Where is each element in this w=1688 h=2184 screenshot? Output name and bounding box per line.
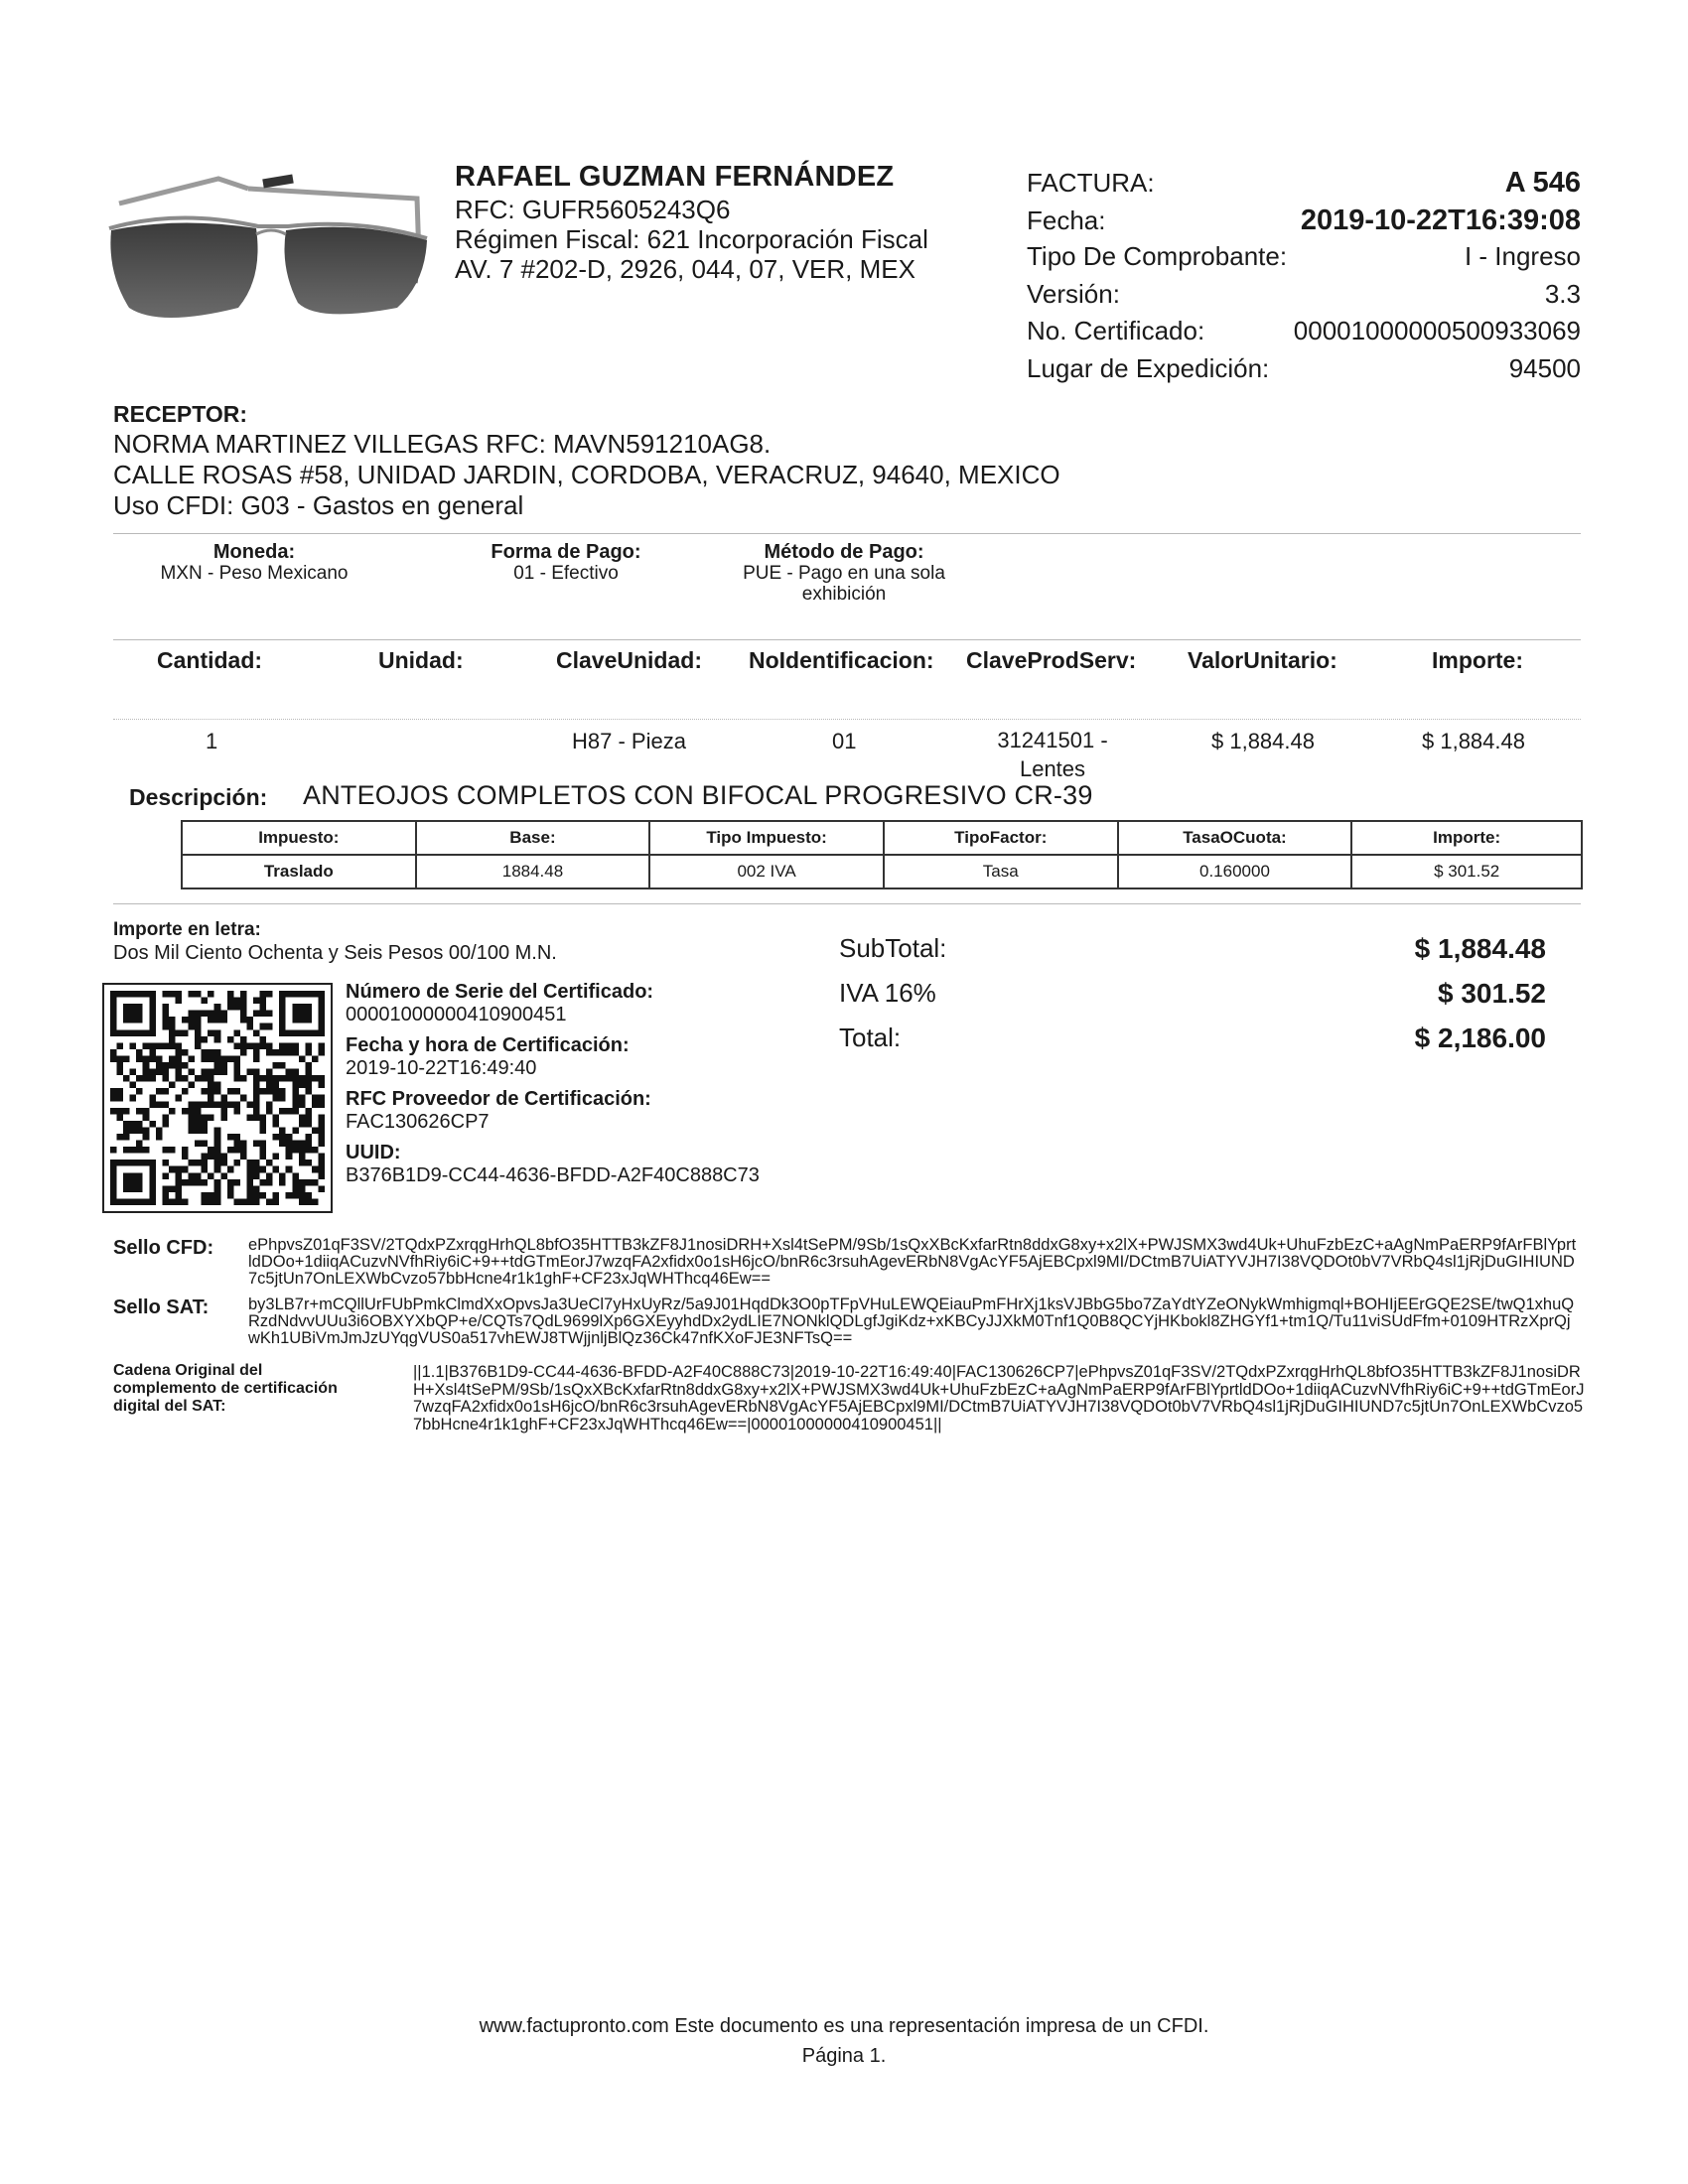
- cadena-label-line: Cadena Original del: [113, 1362, 263, 1379]
- impuestos-cell: $ 301.52: [1351, 855, 1582, 888]
- impuestos-cell: 1884.48: [416, 855, 650, 888]
- receptor-direccion: CALLE ROSAS #58, UNIDAD JARDIN, CORDOBA, VERACRUZ, 94640, MEXICO: [113, 460, 1060, 489]
- page-number: Página 1.: [801, 2045, 887, 2067]
- item-clave-prod-serv: [973, 726, 1132, 783]
- tipo-label: Tipo De Comprobante:: [1027, 241, 1288, 271]
- impuestos-header: TipoFactor:: [884, 821, 1118, 855]
- factura-folio: A 546: [1504, 167, 1581, 199]
- header-valor-unitario: ValorUnitario:: [1188, 647, 1337, 673]
- metodo-pago-label: Método de Pago:: [764, 541, 924, 563]
- metodo-pago-value-2: exhibición: [801, 584, 887, 605]
- impuestos-header: Tipo Impuesto:: [649, 821, 884, 855]
- receptor-block: [113, 399, 1305, 521]
- impuestos-cell: 002 IVA: [649, 855, 884, 888]
- certificado-label: No. Certificado:: [1027, 316, 1205, 345]
- impuestos-table: [181, 820, 1583, 889]
- importe-letra-value: Dos Mil Ciento Ochenta y Seis Pesos 00/100 M.N.: [113, 942, 557, 964]
- sello-sat-label: Sello SAT:: [113, 1297, 210, 1318]
- descripcion-value: ANTEOJOS COMPLETOS CON BIFOCAL PROGRESIVO CR-39: [303, 780, 1093, 810]
- impuestos-cell: 0.160000: [1118, 855, 1352, 888]
- lugar-row: [1027, 353, 1581, 391]
- cadena-original-label: [113, 1362, 391, 1416]
- total-value: $ 2,186.00: [1414, 1023, 1546, 1053]
- sunglasses-logo: [99, 159, 437, 347]
- uuid-label: UUID:: [346, 1142, 401, 1163]
- rfc-proveedor-value: FAC130626CP7: [346, 1111, 490, 1133]
- moneda-label: Moneda:: [212, 541, 296, 563]
- rfc-proveedor-label: RFC Proveedor de Certificación:: [346, 1088, 651, 1110]
- header-unidad: Unidad:: [378, 647, 464, 673]
- header-clave-unidad: ClaveUnidad:: [556, 647, 702, 673]
- impuestos-header-row: [182, 821, 1582, 855]
- cadena-label-line: digital del SAT:: [113, 1398, 226, 1415]
- emisor-nombre: RAFAEL GUZMAN FERNÁNDEZ: [455, 161, 895, 193]
- qr-code: [102, 983, 333, 1213]
- item-no-identificacion: 01: [832, 729, 857, 753]
- impuestos-header: Impuesto:: [182, 821, 416, 855]
- receptor-title: RECEPTOR:: [113, 401, 248, 427]
- item-clave-prod-code: 31241501 -: [997, 728, 1108, 752]
- item-clave-unidad: H87 - Pieza: [572, 729, 686, 753]
- sello-sat-value: by3LB7r+mCQllUrFUbPmkClmdXxOpvsJa3UeCl7yHxUyRz/5a9J01HqdDk3O0pTFpVHuLEWQEiauPmFHrXj1ksVJBbG5bo7ZaYdtYZeONykWmhigmql+BOHIjEErGQE2SE/twQ1xhuQRzdNdvvUUu3i6OBXYXbQP+e/CQTs7QdL9699lXp6GXEyyhdDx2ydLIE7NONklQDLgfJgiKdz+xKBCyJJXkM0Tnf1Q0B8QCYjHKbokl8ZHGYf1+tm1Q/Tu11viSUdFfm+0109HTRzXprQjwKh1UBiVmJmJzUYqgVUS0a517vhEWJ8TWjjnljBlQz36Ck47nfKXoFJE3NFTsQ==: [248, 1296, 1575, 1347]
- moneda-block: [135, 542, 373, 584]
- serie-certificado-label: Número de Serie del Certificado:: [346, 981, 654, 1003]
- cadena-original-value: ||1.1|B376B1D9-CC44-4636-BFDD-A2F40C888C73|2019-10-22T16:49:40|FAC130626CP7|ePhpvsZ01qF3SV/2TQdxPZxrqgHrhQL8bfO35HTTB3kZF8J1nosiDRH+Xsl4tSePM/9Sb/1sQxXBcKxfarRtn8ddxG8xy+x2lX+PWJSMX3wd4Uk+UhuFzbEzC+aAgNmPaERP9fArFBlYprtldDOo+1diiqACuzvNVfhRiy6iC+9++tdGTmEorJ7wzqFA2xfidx0o1sH6jcO/bnR6c3rsuhAgevERbN8VgAcYF5AjEBCpxl9MI/DCtmB7UiATYVJH7I38VQDOt0bV7VRbQ4sl1jRjDuGIHIUND7c5jtUn7OnLEXWbCvzo57bbHcne4r1k1ghF+CF23xJqWHThcq46Ew==|00001000000410900451||: [413, 1363, 1585, 1433]
- lugar-label: Lugar de Expedición:: [1027, 352, 1270, 383]
- tipo-value: I - Ingreso: [1464, 241, 1581, 271]
- divider: [113, 533, 1581, 534]
- descripcion-label: Descripción:: [129, 784, 268, 810]
- moneda-value: MXN - Peso Mexicano: [160, 563, 349, 584]
- certificado-value: 00001000000500933069: [1293, 316, 1581, 345]
- metodo-pago-value-1: PUE - Pago en una sola: [743, 563, 945, 584]
- factura-label: FACTURA:: [1027, 168, 1155, 198]
- forma-pago-block: [447, 542, 685, 584]
- item-importe: $ 1,884.48: [1422, 729, 1525, 753]
- emisor-block: [455, 159, 971, 284]
- receptor-uso-cfdi: Uso CFDI: G03 - Gastos en general: [113, 490, 524, 520]
- header-cantidad: Cantidad:: [157, 647, 263, 673]
- certificacion-block: [346, 981, 842, 1195]
- impuestos-row: [182, 855, 1582, 888]
- certificado-row: [1027, 316, 1581, 353]
- version-value: 3.3: [1544, 278, 1581, 309]
- impuestos-cell: Tasa: [884, 855, 1118, 888]
- emisor-regimen: Régimen Fiscal: 621 Incorporación Fiscal: [455, 224, 928, 254]
- serie-certificado-value: 00001000000410900451: [346, 1004, 567, 1025]
- receptor-nombre-rfc: NORMA MARTINEZ VILLEGAS RFC: MAVN591210AG8.: [113, 429, 772, 459]
- header-importe: Importe:: [1432, 647, 1523, 673]
- iva-value: $ 301.52: [1438, 978, 1546, 1009]
- impuestos-header: TasaOCuota:: [1118, 821, 1352, 855]
- fecha-certificacion-value: 2019-10-22T16:49:40: [346, 1057, 537, 1079]
- version-row: [1027, 279, 1581, 317]
- fecha-certificacion-label: Fecha y hora de Certificación:: [346, 1034, 630, 1056]
- divider: [113, 903, 1581, 904]
- header-no-identificacion: NoIdentificacion:: [749, 647, 934, 673]
- emisor-rfc: RFC: GUFR5605243Q6: [455, 195, 731, 224]
- header-clave-prod-serv: ClaveProdServ:: [966, 647, 1137, 673]
- lugar-value: 94500: [1508, 352, 1581, 383]
- impuestos-header: Base:: [416, 821, 650, 855]
- iva-label: IVA 16%: [839, 978, 936, 1008]
- total-label: Total:: [839, 1023, 902, 1052]
- fecha-value: 2019-10-22T16:39:08: [1300, 204, 1581, 236]
- impuestos-header: Importe:: [1351, 821, 1582, 855]
- sello-cfd-label: Sello CFD:: [113, 1237, 214, 1259]
- sello-cfd-value: ePhpvsZ01qF3SV/2TQdxPZxrqgHrhQL8bfO35HTTB3kZF8J1nosiDRH+Xsl4tSePM/9Sb/1sQxXBcKxfarRtn8ddxG8xy+x2lX+PWJSMX3wd4Uk+UhuFzbEzC+aAgNmPaERP9fArFBlYprtldDOo+1diiqACuzvNVfhRiy6iC+9++tdGTmEorJ7wzqFA2xfidx0o1sH6jcO/bnR6c3rsuhAgevERbN8VgAcYF5AjEBCpxl9MI/DCtmB7UiATYVJH7I38VQDOt0bV7VRbQ4sl1jRjDuGIHIUND7c5jtUn7OnLEXWbCvzo57bbHcne4r1k1ghF+CF23xJqWHThcq46Ew==: [248, 1236, 1577, 1288]
- divider: [113, 719, 1581, 720]
- factura-details: [1027, 167, 1581, 390]
- footer: [0, 2011, 1688, 2071]
- uuid-value: B376B1D9-CC44-4636-BFDD-A2F40C888C73: [346, 1164, 760, 1186]
- forma-pago-label: Forma de Pago:: [491, 541, 641, 563]
- subtotal-label: SubTotal:: [839, 933, 947, 963]
- divider: [113, 639, 1581, 640]
- tipo-row: [1027, 241, 1581, 279]
- metodo-pago-block: [715, 542, 973, 605]
- emisor-direccion: AV. 7 #202-D, 2926, 044, 07, VER, MEX: [455, 254, 915, 284]
- item-cantidad: 1: [206, 729, 218, 753]
- version-label: Versión:: [1027, 278, 1120, 309]
- fecha-label: Fecha:: [1027, 205, 1106, 235]
- subtotal-value: $ 1,884.48: [1414, 933, 1546, 964]
- forma-pago-value: 01 - Efectivo: [513, 563, 619, 584]
- fecha-row: [1027, 205, 1581, 242]
- item-clave-prod-desc: Lentes: [1019, 756, 1086, 781]
- factura-folio-row: [1027, 167, 1581, 205]
- cadena-label-line: complemento de certificación: [113, 1380, 338, 1397]
- importe-letra-label: Importe en letra:: [113, 919, 261, 940]
- item-valor-unitario: $ 1,884.48: [1211, 729, 1315, 753]
- impuestos-cell: Traslado: [182, 855, 416, 888]
- importe-letra-block: [113, 919, 557, 965]
- footer-link-text: www.factupronto.com Este documento es una representación impresa de un CFDI.: [479, 2015, 1209, 2037]
